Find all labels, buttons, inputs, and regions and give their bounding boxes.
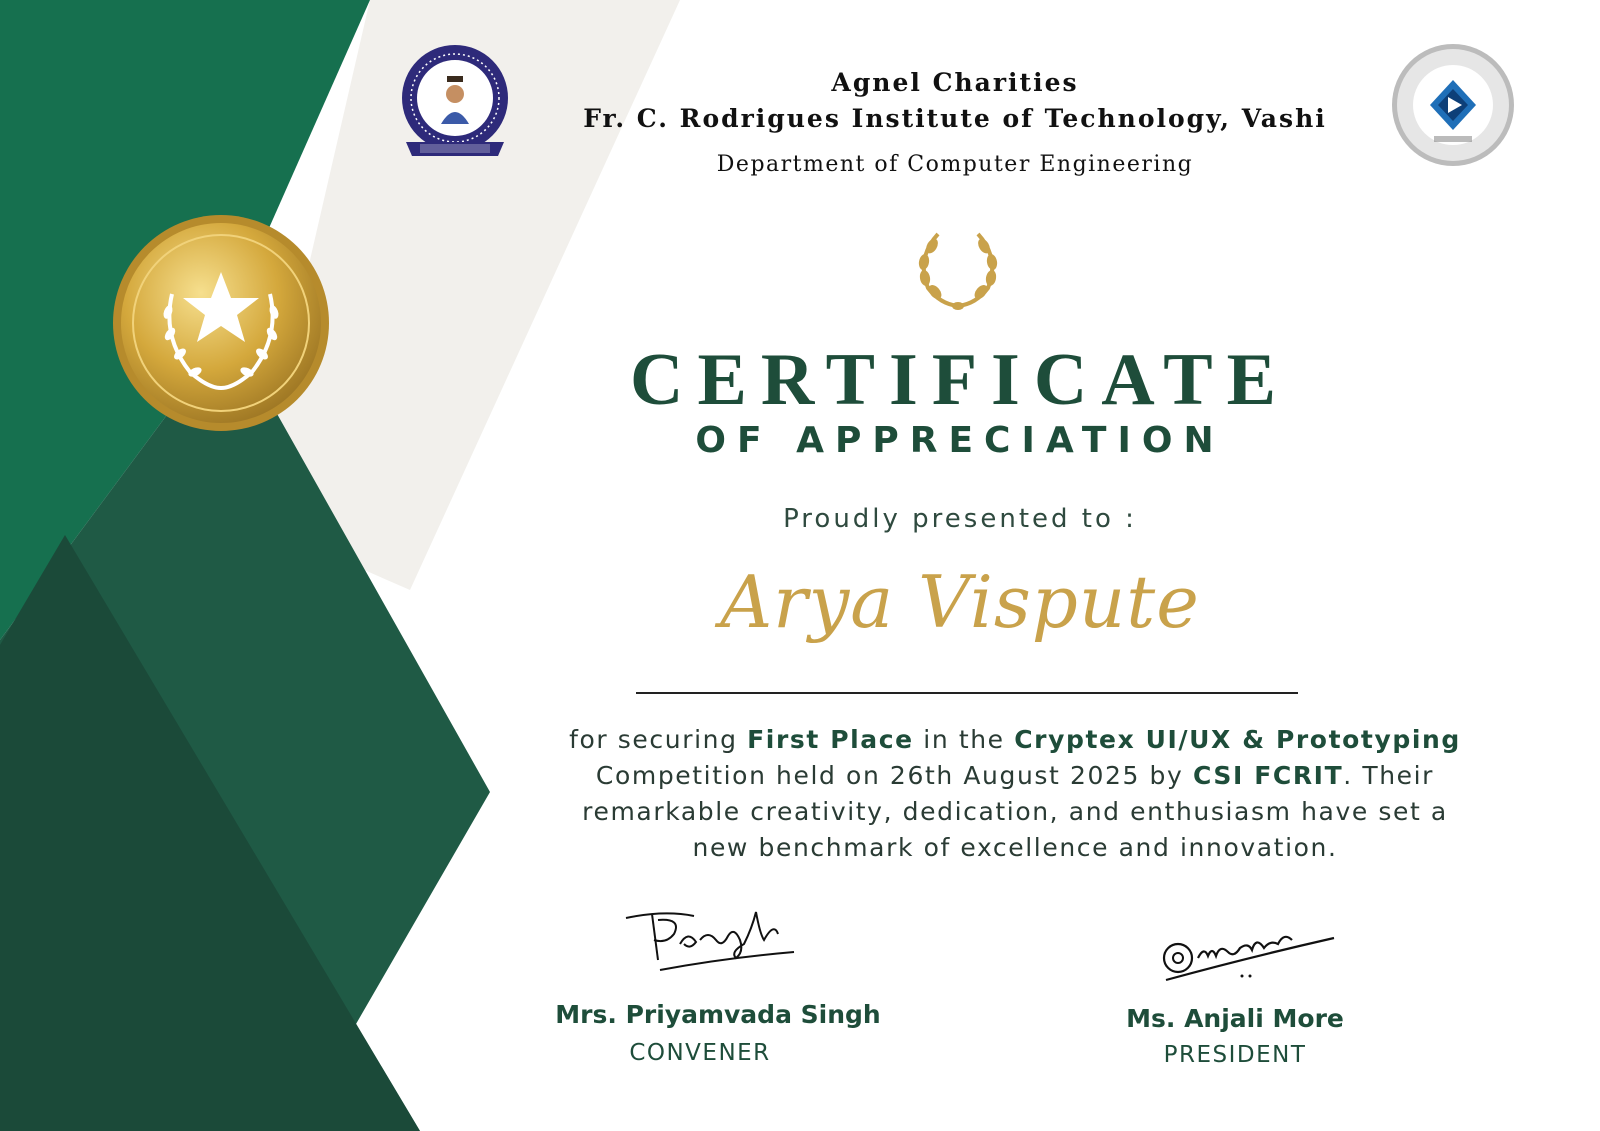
- body-text-2: in the: [913, 725, 1015, 754]
- college-emblem-icon: [398, 42, 512, 164]
- president-name: Ms. Anjali More: [1126, 1004, 1344, 1033]
- certificate-subtitle: OF APPRECIATION: [695, 420, 1225, 461]
- certificate-title: CERTIFICATE: [630, 339, 1290, 421]
- president-signature: [1156, 918, 1338, 988]
- organization-name: Agnel Charities: [831, 68, 1079, 97]
- convener-signature: [624, 900, 810, 980]
- body-text-1: for securing: [569, 725, 748, 754]
- laurel-wreath-icon: [908, 228, 1008, 312]
- president-role: PRESIDENT: [1163, 1042, 1307, 1068]
- body-event: Cryptex UI/UX & Prototyping: [1014, 725, 1461, 754]
- recipient-underline: [636, 692, 1298, 694]
- department-name: Department of Computer Engineering: [716, 152, 1194, 177]
- convener-name: Mrs. Priyamvada Singh: [555, 1000, 881, 1029]
- institute-name: Fr. C. Rodrigues Institute of Technology, Vashi: [583, 104, 1327, 133]
- body-place: First Place: [747, 725, 914, 754]
- gold-medal-icon: [110, 212, 332, 434]
- body-text-4: . Their remarkable creativity, dedication, and enthusiasm have set a new benchmark of excellence and innovation.: [582, 761, 1448, 862]
- recipient-name: Arya Vispute: [720, 560, 1200, 644]
- presented-label: Proudly presented to :: [783, 504, 1137, 534]
- convener-role: CONVENER: [629, 1040, 771, 1066]
- body-org: CSI FCRIT: [1192, 761, 1344, 790]
- csi-emblem-icon: [1390, 42, 1516, 168]
- body-text-3: Competition held on 26th August 2025 by: [595, 761, 1193, 790]
- award-description: [555, 722, 1475, 866]
